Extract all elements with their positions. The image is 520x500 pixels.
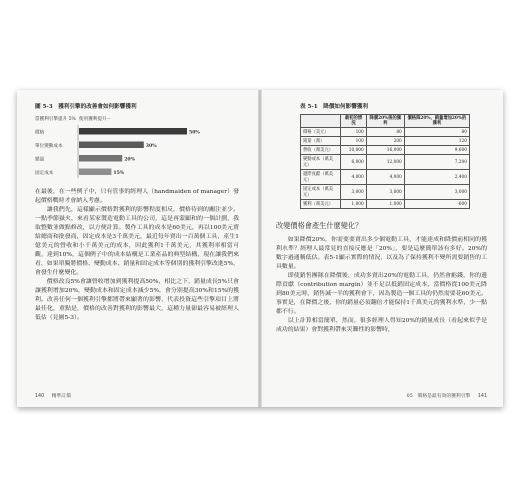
chapter-title: 05 價格是最有效的獲利引擎 [406,394,471,399]
table-cell: 邊際貢獻（萬美元） [301,170,341,185]
table-title: 表 5-1 降價如何影響獲利 [300,104,368,110]
section-heading: 改變價格會產生什麼變化？ [276,221,363,230]
table-cell: 7,200 [404,155,469,170]
table-cell: 銷量（萬） [301,137,341,146]
left-page [17,90,258,407]
chart-category-label: 價格 [35,130,45,136]
running-title: 精準訂價 [51,394,71,399]
table-cell: 9,600 [404,146,469,155]
chart-left-header: 當獲利引擎提升 5% [35,117,76,122]
table-cell: 12,000 [366,155,404,170]
chart-bar [79,142,144,149]
table-cell: 80 [404,128,469,137]
table-header-cell: 降價20%後的獲利 [366,115,404,128]
table-header-cell: 最初的情況 [341,115,367,128]
chart-bar [79,169,111,176]
table-cell: 獲利（萬美元） [301,200,341,209]
figure-title: 圖 5-3 獲利引擎的改善會如何影響獲利 [35,104,137,110]
paragraph: 即使銷售團隊在降價後，成功多賣出20%的電動工具，仍然會虧錢，你的邊際貢獻（contribution margin）並不足以抵銷固定成本，當價格從100美元降到80美元時，銷售減一半的獲利會下，因為製造一個工具的仍然需要花60美元。事實是，在降價之後，你的銷量必須翻倍才能保持1千萬美元的獲利水準，少一點都不行。 [276,273,487,315]
table-header-cell [301,115,341,128]
table-cell: 變動成本（萬美元） [301,155,341,170]
chart-right-header: 使用獲利提升－ [79,117,112,122]
table-row [301,185,470,200]
table-cell: 100 [341,128,367,137]
table-cell: 3,000 [341,185,367,200]
chart-value-label: 50% [189,130,200,136]
table-cell: 200 [366,137,404,146]
table-cell: 6,000 [341,155,367,170]
chart-bar [79,155,122,162]
table-row [301,200,470,209]
table-cell: 3,000 [404,185,469,200]
right-page [262,90,503,407]
chart-value-label: 30% [145,143,157,149]
left-page-footer [35,392,71,399]
paragraph: 價格改良5%會讓營收增加到獲利提高50%，相比之下，銷量成長5%只會讓獲利增加20%，變動成本和固定成本減少5%，會分別提高30%和15%的獲利。改善任何一個獲利引擎都將帶來顯著的影響，代表投資這些引擎項目上將最佳化，重點是，價格的改善對獲利的影響最大，這種力量卻最容易被經理人低估（見圖5-3）。 [35,279,239,321]
right-page-body [276,236,487,335]
table-cell: 1,000 [341,200,367,209]
chart-category-label: 銷量 [35,157,45,163]
table-row [301,137,470,146]
table-cell: 4,000 [366,170,404,185]
table-row [301,146,470,155]
table-cell: -600 [404,200,469,209]
paragraph: 如果降價20%，你需要要賣出多少個電動工具，才能達成和降價前相同的獲利水準？經理人最常見的直接反應是「20%」，要是這麼簡單該有多好。20%的數字過通稱低估。表5-1顯示實際的情況，以及為了保持獲利不變所需要銷售的工具數量。 [276,237,487,270]
table-row [301,128,470,137]
chart-category-label: 固定成本 [35,170,54,176]
table-cell: 120 [404,137,469,146]
table-cell: 3,000 [366,185,404,200]
table-cell: 16,000 [366,146,404,155]
table-cell: 100 [341,137,367,146]
chart-value-label: 15% [113,170,125,176]
table-cell: 價格（美元） [301,128,341,137]
page-number: 141 [477,394,487,399]
table-header-row [301,115,470,128]
table-cell: 營收（萬美元） [301,146,341,155]
open-book-spread [17,90,503,407]
left-page-body [35,188,239,323]
table-row [301,155,470,170]
table-header-cell: 價格降20%，銷量增加20%的獲利 [404,115,469,128]
table-cell: 4,000 [341,170,367,185]
paragraph: 以上計算相當簡單，然而，很多經理人得知20%的銷量成長（看起來似乎是成功的結果）會對獲利帶來災難性的影響時， [276,318,487,333]
page-number: 140 [35,394,45,399]
table-cell: 固定成本（萬美元） [301,185,341,200]
table-cell: 80 [366,128,404,137]
profit-lever-bar-chart [35,114,239,182]
table-cell: 1,000 [366,200,404,209]
chart-value-label: 20% [124,157,135,163]
chart-bar [79,128,187,135]
table-row [301,170,470,185]
chart-category-label: 單位變動成本 [35,143,63,149]
right-page-footer [407,392,487,399]
table-cell: 2,400 [404,170,469,185]
paragraph: 讓我們先，這樣顯示價格對獲利的影響程度相反，價格待到的關注並少。一點季節嶽火，來看某家製造電動工具的公司，這是再蒙顧和的一個計劃，我取整數並做點修改，以方便計算。製作工具的成本是60美元，再以100美元賣給總商和批發商，固定成本是3千萬美元，最近每年賣出一百萬個工具，產生1億美元的營收和小千萬美元的成本，因此獲利1千萬美元，其獲利率相當可觀，達到10%，這個例子中的成本結構是工業產品的典型結構，現在讓我們來看，如果單獨將價格、變動成本、銷量和固定成本等個別的獲利引擎改進5%，會發生什麼變化。 [35,207,239,276]
price-cut-profit-table [300,114,470,209]
table-cell: 10,000 [341,146,367,155]
paragraph: 在最後，在一些例子中，只有管事的經理人（handmaiden of manager）發起價格戰時才會納入考慮。 [35,189,239,204]
